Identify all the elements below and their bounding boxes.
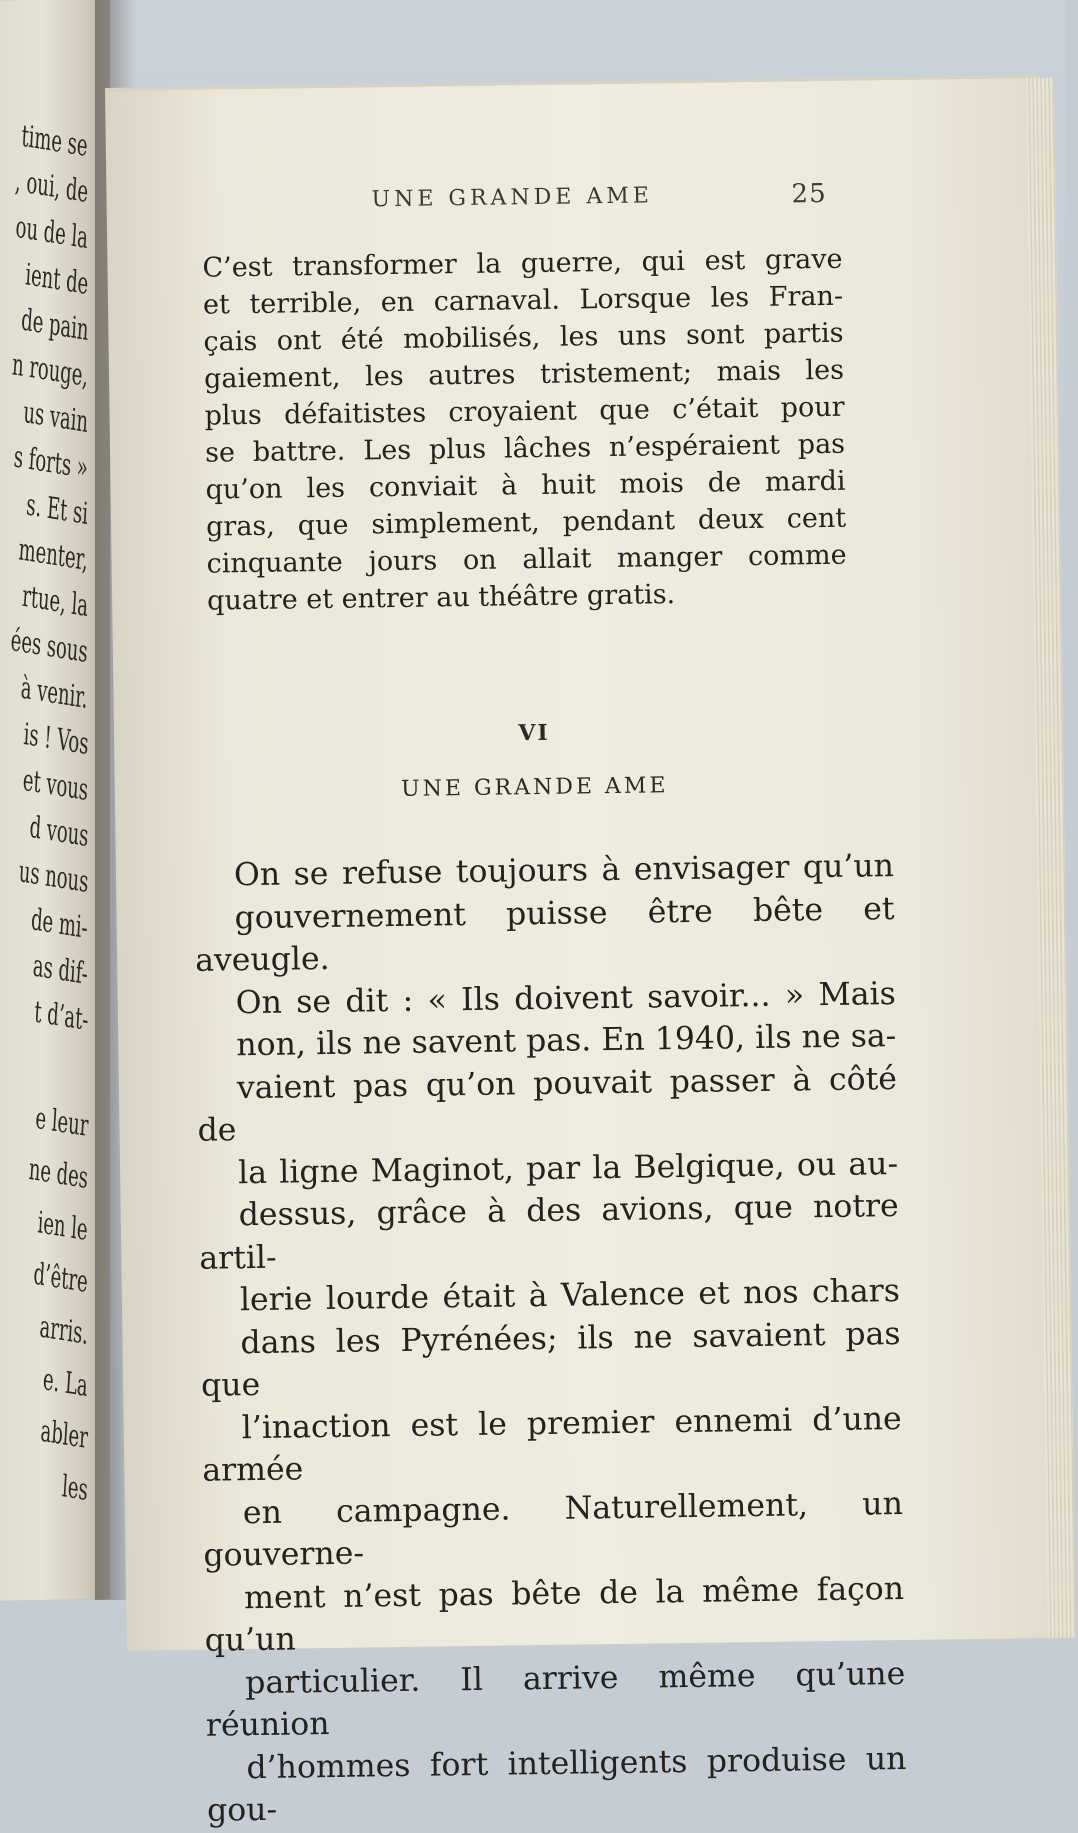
left-page-fragment: de pain: [19, 302, 90, 348]
text-line: vaient pas qu’on pouvait passer à côté de: [197, 1060, 898, 1149]
left-page-fragment: d vous: [28, 809, 90, 854]
left-page-fragment: , oui, de: [14, 163, 90, 210]
right-page: [105, 75, 1062, 1829]
left-page-fragment: is ! Vos: [22, 716, 90, 762]
text-line: gras, que simplement, pendant deux cent: [205, 502, 847, 543]
left-facing-page: [0, 0, 110, 1601]
text-line: On se refuse toujours à envisager qu’un: [233, 848, 895, 894]
text-line: non, ils ne savent pas. En 1940, ils ne sa-: [236, 1018, 897, 1064]
running-title: UNE GRANDE AME: [371, 183, 654, 213]
text-line: plus défaitistes croyaient que c’était pour: [204, 391, 845, 432]
text-line: quatre et entrer au théâtre gratis.: [206, 579, 676, 617]
running-header: [371, 178, 971, 213]
text-line: qu’on les conviait à huit mois de mardi: [205, 465, 846, 506]
chapter-title: UNE GRANDE AME: [400, 773, 669, 802]
text-line: en campagne. Naturellement, un gouverne-: [203, 1485, 904, 1574]
text-line: lerie lourde était à Valence et nos chars: [239, 1273, 901, 1319]
left-page-fragment: us nous: [17, 854, 90, 900]
text-line: çais ont été mobilisés, les uns sont partis: [203, 317, 844, 358]
chapter-number: VI: [518, 719, 550, 747]
left-page-fragment: n rouge,: [11, 347, 90, 394]
text-line: C’est transformer la guerre, qui est grave: [202, 243, 843, 284]
text-line: se battre. Les plus lâches n’espéraient pas: [204, 428, 846, 469]
page-number: 25: [791, 178, 827, 210]
left-page-fragment: et vous: [21, 762, 90, 808]
left-page-fragment: menter,: [17, 532, 90, 578]
top-paragraph: [202, 241, 847, 620]
left-page-fragment: rtue, la: [21, 578, 90, 624]
left-page-fragment: d’être: [32, 1256, 90, 1300]
text-line: On se dit : « Ils doivent savoir... » Mais: [235, 975, 896, 1021]
left-page-fragment: ées sous: [10, 623, 90, 670]
left-page-fragment: time se: [20, 118, 90, 164]
text-line: gaiement, les autres tristement; mais les: [203, 354, 845, 395]
left-page-fragment: e. La: [42, 1362, 90, 1404]
left-page-fragment: t d’at-: [32, 994, 90, 1038]
text-line: la ligne Maginot, par la Belgique, ou au-: [237, 1145, 899, 1191]
left-page-fragment: ient de: [24, 257, 90, 302]
text-line: dessus, grâce à des avions, que notre artil-: [199, 1188, 899, 1277]
text-line: gouvernement puisse être bête et aveugle.: [194, 890, 895, 979]
left-page-fragment: as dif-: [32, 948, 90, 992]
left-page-fragment: ien le: [37, 1205, 90, 1248]
text-line: particulier. Il arrive même qu’une réunion: [205, 1655, 906, 1744]
text-line: cinquante jours on allait manger comme: [206, 539, 847, 580]
left-page-fragment: e leur: [34, 1100, 90, 1144]
left-page-fragment: s forts »: [13, 439, 90, 486]
left-page-fragment: s. Et si: [25, 487, 90, 532]
text-line: dans les Pyrénées; ils ne savaient pas que: [200, 1315, 901, 1404]
main-paragraph: [194, 845, 908, 1832]
left-page-fragment: arris.: [38, 1309, 90, 1352]
left-page-fragment: ou de la: [14, 209, 90, 256]
left-page-fragment: us vain: [22, 394, 90, 440]
text-line: et terrible, en carnaval. Lorsque les Fran-: [202, 280, 844, 321]
left-page-fragment: abler: [39, 1413, 90, 1456]
page-edge: [1026, 78, 1076, 1638]
text-line: d’hommes fort intelligents produise un gou-: [206, 1740, 907, 1829]
left-page-fragment: à venir.: [20, 670, 90, 716]
text-line: ment n’est pas bête de la même façon qu’un: [204, 1570, 905, 1659]
left-page-fragment: les: [61, 1469, 90, 1508]
left-page-fragment: de mi-: [30, 902, 90, 946]
text-line: l’inaction est le premier ennemi d’une armée: [202, 1400, 902, 1489]
left-page-fragment: ne des: [27, 1151, 90, 1196]
